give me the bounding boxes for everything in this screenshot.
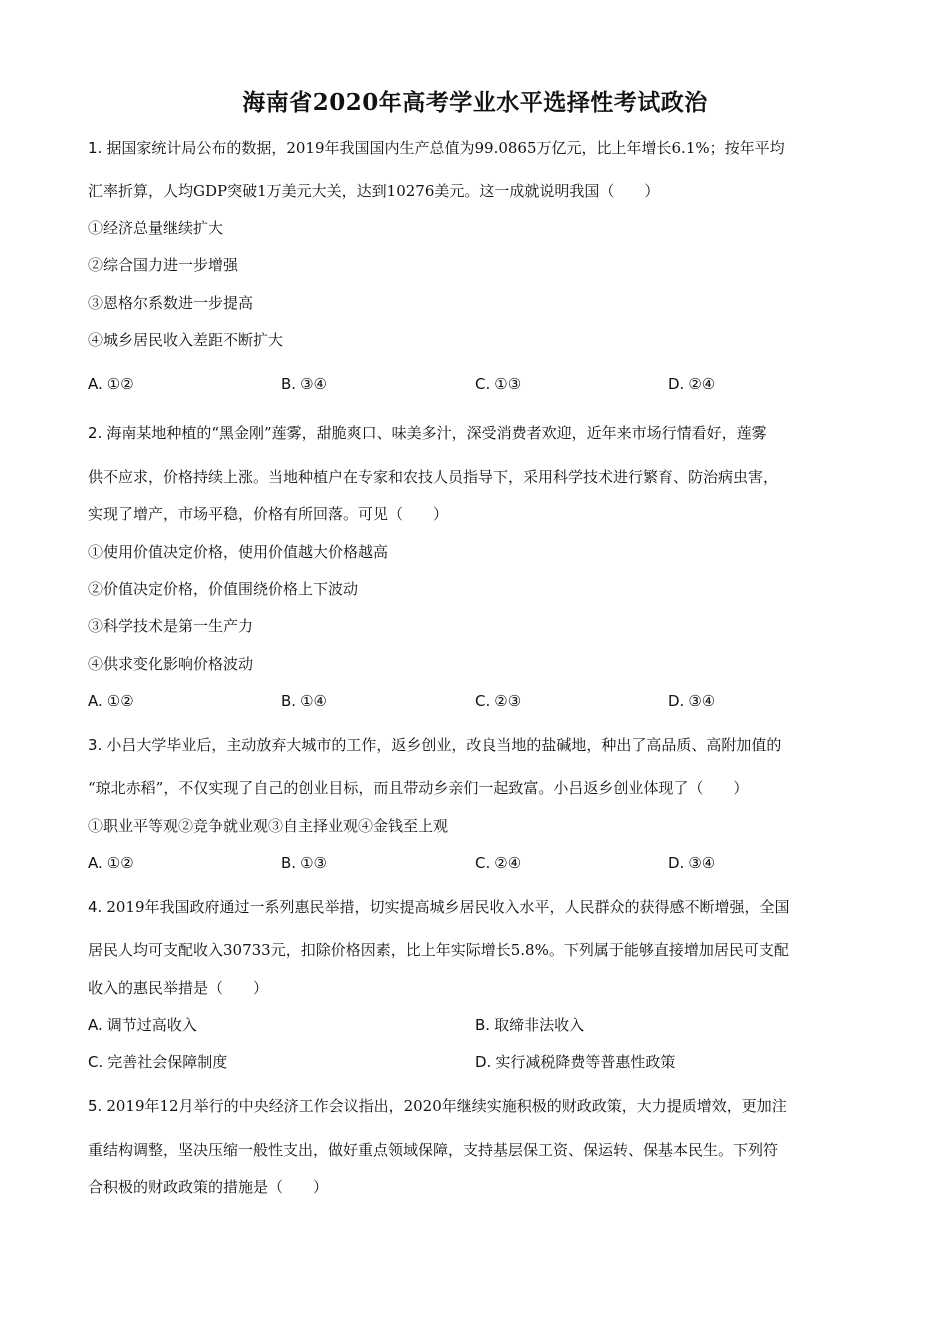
q2-item-3: ③科学技术是第一生产力 <box>88 617 254 635</box>
q1-item-2: ②综合国力进一步增强 <box>88 256 239 274</box>
q4-line-3: 收入的惠民举措是（ ） <box>88 979 269 997</box>
q4-option-d: D. 实行减税降费等普惠性政策 <box>475 1053 676 1071</box>
q2-line-1: 2. 海南某地种植的“黑金刚”莲雾，甜脆爽口、味美多汁，深受消费者欢迎，近年来市场行情看好，莲雾 <box>88 424 767 442</box>
q2-option-b: B. ①④ <box>281 692 327 710</box>
q2-number: 2. <box>88 424 103 442</box>
q3-option-a: A. ①② <box>88 854 134 872</box>
q3-option-b: B. ①③ <box>281 854 327 872</box>
page-title: 海南省2020年高考学业水平选择性考试政治 <box>242 89 708 116</box>
q2-item-2: ②价值决定价格，价值围绕价格上下波动 <box>88 580 359 598</box>
q2-line-3: 实现了增产，市场平稳，价格有所回落。可见（ ） <box>88 505 449 523</box>
q2-option-a: A. ①② <box>88 692 134 710</box>
q4-number: 4. <box>88 898 103 916</box>
q1-line-2: 汇率折算，人均GDP突破1万美元大关，达到10276美元。这一成就说明我国（ ） <box>88 182 660 200</box>
q3-line-2: “琼北赤稻”，不仅实现了自己的创业目标，而且带动乡亲们一起致富。小吕返乡创业体现了（ ） <box>88 779 749 797</box>
q1-item-1: ①经济总量继续扩大 <box>88 219 224 237</box>
q2-item-4: ④供求变化影响价格波动 <box>88 655 254 673</box>
q2-option-c: C. ②③ <box>475 692 522 710</box>
q1-option-a: A. ①② <box>88 375 134 393</box>
q2-item-1: ①使用价值决定价格，使用价值越大价格越高 <box>88 543 389 561</box>
q2-line-2: 供不应求，价格持续上涨。当地种植户在专家和农技人员指导下，采用科学技术进行繁育、防治病虫害， <box>88 468 779 486</box>
q3-number: 3. <box>88 736 103 754</box>
q1-option-b: B. ③④ <box>281 375 327 393</box>
q5-number: 5. <box>88 1097 103 1115</box>
q1-number: 1. <box>88 139 103 157</box>
q1-option-d: D. ②④ <box>668 375 716 393</box>
q1-item-3: ③恩格尔系数进一步提高 <box>88 294 254 312</box>
q3-option-d: D. ③④ <box>668 854 716 872</box>
q5-line-2: 重结构调整，坚决压缩一般性支出，做好重点领域保障，支持基层保工资、保运转、保基本民生。下列符 <box>88 1141 779 1159</box>
q3-line-1: 3. 小吕大学毕业后，主动放弃大城市的工作，返乡创业，改良当地的盐碱地，种出了高品质、高附加值的 <box>88 736 782 754</box>
q2-option-d: D. ③④ <box>668 692 716 710</box>
q4-option-a: A. 调节过高收入 <box>88 1016 197 1034</box>
q4-line-2: 居民人均可支配收入30733元，扣除价格因素，比上年实际增长5.8%。下列属于能够直接增加居民可支配 <box>88 941 789 959</box>
q3-item-1: ①职业平等观②竞争就业观③自主择业观④金钱至上观 <box>88 817 449 835</box>
q1-item-4: ④城乡居民收入差距不断扩大 <box>88 331 284 349</box>
q5-line-1: 5. 2019年12月举行的中央经济工作会议指出，2020年继续实施积极的财政政策，大力提质增效，更加注 <box>88 1097 787 1115</box>
q3-option-c: C. ②④ <box>475 854 522 872</box>
q1-line-1: 1. 据国家统计局公布的数据，2019年我国国内生产总值为99.0865万亿元，比上年增长6.1%；按年平均 <box>88 139 785 157</box>
q4-option-c: C. 完善社会保障制度 <box>88 1053 228 1071</box>
q5-line-3: 合积极的财政政策的措施是（ ） <box>88 1178 329 1196</box>
q4-option-b: B. 取缔非法收入 <box>475 1016 585 1034</box>
q1-option-c: C. ①③ <box>475 375 522 393</box>
q4-line-1: 4. 2019年我国政府通过一系列惠民举措，切实提高城乡居民收入水平，人民群众的获得感不断增强，全国 <box>88 898 790 916</box>
